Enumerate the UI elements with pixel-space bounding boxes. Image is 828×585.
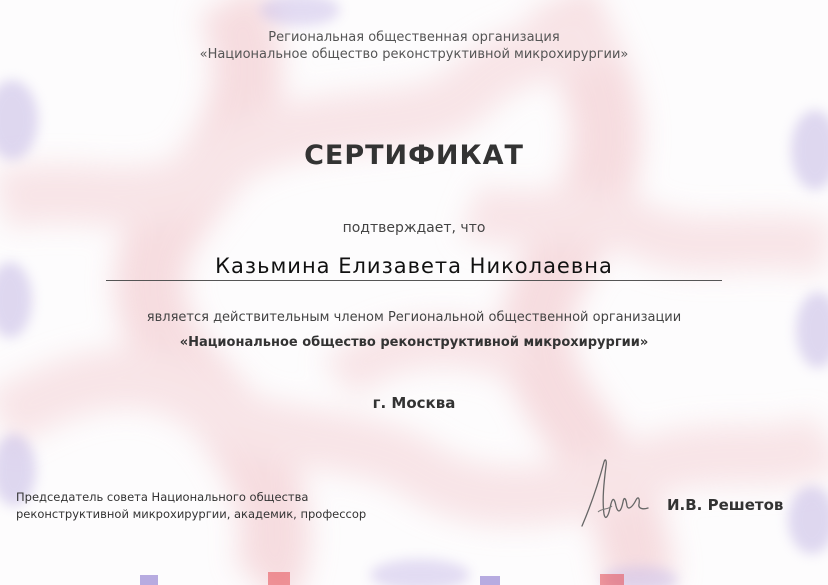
organization-line-2: «Национальное общество реконструктивной микрохирургии»	[199, 47, 629, 62]
signature-image	[574, 452, 654, 532]
society-name: «Национальное общество реконструктивной микрохирургии»	[179, 335, 649, 350]
city: г. Москва	[372, 394, 456, 412]
chairman-title-line-1: Председатель совета Национального общества	[16, 490, 309, 504]
name-underline	[106, 280, 722, 281]
chairman-title-line-2: реконструктивной микрохирургии, академик, профессор	[16, 507, 367, 521]
membership-text: является действительным членом Региональной общественной организации	[146, 310, 682, 325]
recipient-name: Казьмина Елизавета Николаевна	[215, 254, 613, 278]
organization-line-1: Региональная общественная организация	[268, 30, 560, 45]
confirms-text: подтверждает, что	[342, 220, 486, 236]
certificate-title: СЕРТИФИКАТ	[304, 140, 524, 171]
signer-name: И.В. Решетов	[667, 496, 784, 514]
